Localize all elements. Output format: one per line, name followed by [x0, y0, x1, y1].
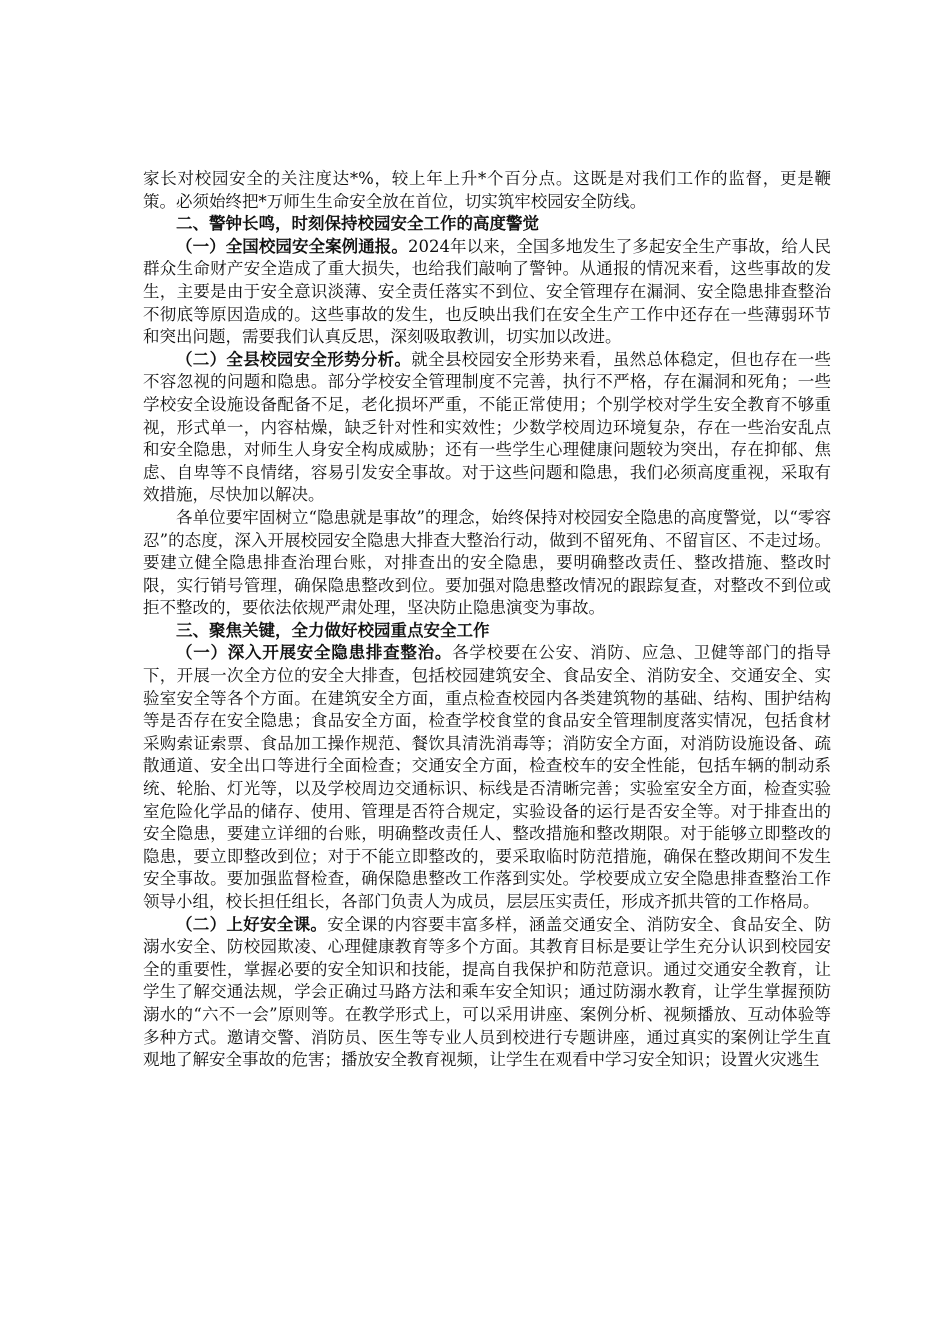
subheading-hazard-inspection: （一）深入开展安全隐患排查整治。 [176, 643, 453, 663]
paragraph-hazard-awareness: 各单位要牢固树立“隐患就是事故”的理念，始终保持对校园安全隐患的高度警觉，以“零容忍”的态度，深入开展校园安全隐患大排查大整治行动，做到不留死角、不留盲区、不走过场。要建立健全隐患排查治理台账，对排查出的安全隐患，要明确整改责任、整改措施、整改时限，实行销号管理，确保隐患整改到位。要加强对隐患整改情况的跟踪复查，对整改不到位或拒不整改的，要依法依规严肃处理，坚决防止隐患演变为事故。 [143, 507, 831, 618]
section-heading-2: 二、警钟长鸣，时刻保持校园安全工作的高度警觉 [176, 214, 539, 234]
subheading-safety-class: （二）上好安全课。 [176, 914, 328, 934]
paragraph-county-analysis [143, 349, 831, 507]
paragraph-body: 2024年以来，全国多地发生了多起安全生产事故，给人民群众生命财产安全造成了重大损失，也给我们敲响了警钟。从通报的情况来看，这些事故的发生，主要是由于安全意识淡薄、安全责任落实不到位、安全管理存在漏洞、安全隐患排查整治不彻底等原因造成的。这些事故的发生，也反映出我们在安全生产工作中还存在一些薄弱环节和突出问题，需要我们认真反思，深刻吸取教训，切实加以改进。 [143, 236, 831, 347]
paragraph-body: 就全县校园安全形势来看，虽然总体稳定，但也存在一些不容忽视的问题和隐患。部分学校安全管理制度不完善，执行不严格，存在漏洞和死角；一些学校安全设施设备配备不足，老化损坏严重，不能正常使用；个别学校对学生安全教育不够重视，形式单一，内容枯燥，缺乏针对性和实效性；少数学校周边环境复杂，存在一些治安乱点和安全隐患，对师生人身安全构成威胁；还有一些学生心理健康问题较为突出，存在抑郁、焦虑、自卑等不良情绪，容易引发安全事故。对于这些问题和隐患，我们必须高度重视，采取有效措施，尽快加以解决。 [143, 349, 832, 505]
paragraph-safety-class [143, 914, 831, 1072]
paragraph-hazard-inspection [143, 642, 831, 913]
paragraph-intro-continued: 家长对校园安全的关注度达*%，较上年上升*个百分点。这既是对我们工作的监督，更是鞭策。必须始终把*万师生生命安全放在首位，切实筑牢校园安全防线。 [143, 169, 831, 211]
document-body [143, 168, 831, 1072]
paragraph-national-cases [143, 236, 831, 349]
section-heading-3: 三、聚焦关键，全力做好校园重点安全工作 [176, 620, 490, 640]
subheading-county-analysis: （二）全县校园安全形势分析。 [176, 349, 412, 369]
paragraph-body: 安全课的内容要丰富多样，涵盖交通安全、消防安全、食品安全、防溺水安全、防校园欺凌、心理健康教育等多个方面。其教育目标是要让学生充分认识到校园安全的重要性，掌握必要的安全知识和技能，提高自我保护和防范意识。通过交通安全教育，让学生了解交通法规，学会正确过马路方法和乘车安全知识；通过防溺水教育，让学生掌握预防溺水的“六不一会”原则等。在教学形式上，可以采用讲座、案例分析、视频播放、互动体验等多种方式。邀请交警、消防员、医生等专业人员到校进行专题讲座，通过真实的案例让学生直观地了解安全事故的危害；播放安全教育视频，让学生在观看中学习安全知识；设置火灾逃生 [143, 914, 832, 1070]
subheading-national-cases: （一）全国校园安全案例通报。 [176, 236, 408, 256]
paragraph-body: 各学校要在公安、消防、应急、卫健等部门的指导下，开展一次全方位的安全大排查，包括校园建筑安全、食品安全、消防安全、交通安全、实验室安全等各个方面。在建筑安全方面，重点检查校园内各类建筑物的基础、结构、围护结构等是否存在安全隐患；食品安全方面，检查学校食堂的食品安全管理制度落实情况，包括食材采购索证索票、食品加工操作规范、餐饮具清洗消毒等；消防安全方面，对消防设施设备、疏散通道、安全出口等进行全面检查；交通安全方面，检查校车的安全性能，包括车辆的制动系统、轮胎、灯光等，以及学校周边交通标识、标线是否清晰完善；实验室安全方面，检查实验室危险化学品的储存、使用、管理是否符合规定，实验设备的运行是否安全等。对于排查出的安全隐患，要建立详细的台账，明确整改责任人、整改措施和整改期限。对于能够立即整改的隐患，要立即整改到位；对于不能立即整改的，要采取临时防范措施，确保在整改期间不发生安全事故。要加强监督检查，确保隐患整改工作落到实处。学校要成立安全隐患排查整治工作领导小组，校长担任组长，各部门负责人为成员，层层压实责任，形成齐抓共管的工作格局。 [143, 643, 832, 911]
